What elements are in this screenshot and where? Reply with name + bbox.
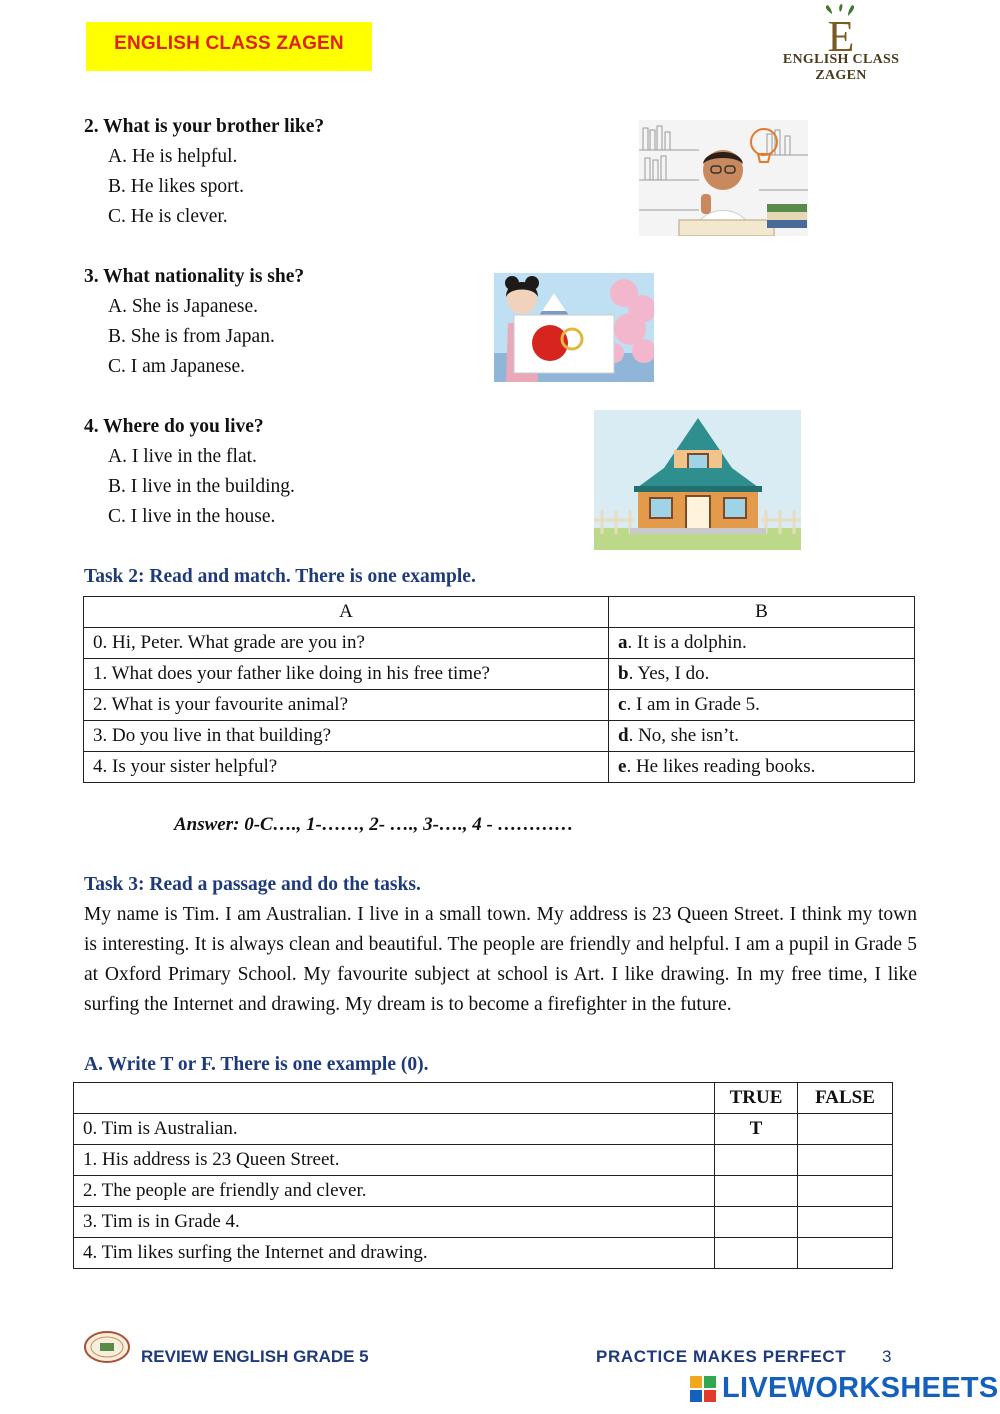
- option-c: C. I live in the house.: [108, 506, 276, 527]
- question-4: [84, 412, 584, 532]
- answer-letter: e: [618, 756, 627, 777]
- table-row: [84, 659, 915, 690]
- true-cell[interactable]: [715, 1207, 798, 1238]
- true-cell[interactable]: [715, 1238, 798, 1269]
- option-a: A. She is Japanese.: [108, 296, 259, 317]
- statement-cell: 0. Tim is Australian.: [74, 1114, 715, 1145]
- answer-cell: [609, 690, 915, 721]
- table-row: [84, 628, 915, 659]
- option-b: B. She is from Japan.: [108, 326, 275, 347]
- true-cell[interactable]: T: [715, 1114, 798, 1145]
- liveworksheets-text: LIVEWORKSHEETS: [722, 1372, 999, 1404]
- reading-passage: My name is Tim. I am Australian. I live in a small town. My address is 23 Queen Street. I think my town is interesting. It is always clean and beautiful. The people are friendly and helpful. I am a pupil in Grade 5 at Oxford Primary School. My favourite subject at school is Art. I like drawing. In my free time, I like surfing the Internet and drawing. My dream is to become a firefighter in the future.: [84, 904, 917, 1015]
- answer-text: . Yes, I do.: [628, 663, 710, 684]
- answer-cell: [609, 659, 915, 690]
- option-a: A. I live in the flat.: [108, 446, 257, 467]
- true-cell[interactable]: [715, 1176, 798, 1207]
- question-title: 3. What nationality is she?: [84, 266, 305, 287]
- question-cell: 1. What does your father like doing in his free time?: [84, 659, 609, 690]
- logo-text: ENGLISH CLASS ZAGEN: [782, 52, 900, 83]
- question-title: 4. Where do you live?: [84, 416, 264, 437]
- footer-slogan: PRACTICE MAKES PERFECT: [596, 1347, 847, 1366]
- match-table: [83, 596, 915, 783]
- answer-cell: [609, 752, 915, 783]
- statement-cell: 4. Tim likes surfing the Internet and drawing.: [74, 1238, 715, 1269]
- question-2: [84, 112, 604, 232]
- answer-letter: d: [618, 725, 629, 746]
- statement-cell: 3. Tim is in Grade 4.: [74, 1207, 715, 1238]
- statement-cell: 1. His address is 23 Queen Street.: [74, 1145, 715, 1176]
- false-cell[interactable]: [798, 1176, 893, 1207]
- option-a: A. He is helpful.: [108, 146, 238, 167]
- false-cell[interactable]: [798, 1145, 893, 1176]
- false-cell[interactable]: [798, 1238, 893, 1269]
- house-icon: [594, 410, 801, 550]
- statement-header: [74, 1083, 715, 1114]
- true-false-table: [73, 1082, 893, 1269]
- column-b-header: B: [609, 597, 915, 628]
- answer-text: . He likes reading books.: [626, 756, 816, 777]
- false-header: FALSE: [798, 1083, 893, 1114]
- liveworksheets-logo-icon: [690, 1376, 718, 1406]
- question-cell: 3. Do you live in that building?: [84, 721, 609, 752]
- question-3: [84, 262, 484, 382]
- option-b: B. I live in the building.: [108, 476, 295, 497]
- option-c: C. He is clever.: [108, 206, 228, 227]
- class-logo: [768, 4, 914, 83]
- table-row: [84, 721, 915, 752]
- table-header-row: [74, 1083, 893, 1114]
- answer-cell: [609, 628, 915, 659]
- school-seal-icon: [84, 1331, 130, 1363]
- footer-title: REVIEW ENGLISH GRADE 5: [141, 1347, 369, 1366]
- question-cell: 0. Hi, Peter. What grade are you in?: [84, 628, 609, 659]
- table-row: [74, 1145, 893, 1176]
- table-row: [74, 1207, 893, 1238]
- boy-reading-icon: [639, 120, 808, 236]
- answer-line[interactable]: Answer: 0-C…., 1-……, 2- …., 3-…., 4 - …………: [174, 814, 574, 835]
- option-c: C. I am Japanese.: [108, 356, 245, 377]
- table-header-row: [84, 597, 915, 628]
- table-row: [74, 1176, 893, 1207]
- option-b: B. He likes sport.: [108, 176, 244, 197]
- table-row: [84, 752, 915, 783]
- page-number: 3: [882, 1347, 892, 1366]
- question-cell: 2. What is your favourite animal?: [84, 690, 609, 721]
- answer-text: . I am in Grade 5.: [626, 694, 760, 715]
- task2-title: Task 2: Read and match. There is one example.: [84, 566, 476, 587]
- column-a-header: A: [84, 597, 609, 628]
- answer-text: . It is a dolphin.: [627, 632, 747, 653]
- table-row: [84, 690, 915, 721]
- answer-letter: a: [618, 632, 628, 653]
- table-row: [74, 1114, 893, 1145]
- japanese-girl-flag-icon: [494, 273, 654, 382]
- question-cell: 4. Is your sister helpful?: [84, 752, 609, 783]
- false-cell[interactable]: [798, 1207, 893, 1238]
- answer-text: . No, she isn’t.: [628, 725, 740, 746]
- answer-letter: b: [618, 663, 629, 684]
- answer-cell: [609, 721, 915, 752]
- table-row: [74, 1238, 893, 1269]
- true-cell[interactable]: [715, 1145, 798, 1176]
- task3-title: Task 3: Read a passage and do the tasks.: [84, 874, 421, 895]
- false-cell[interactable]: [798, 1114, 893, 1145]
- statement-cell: 2. The people are friendly and clever.: [74, 1176, 715, 1207]
- task3a-title: A. Write T or F. There is one example (0).: [84, 1054, 429, 1075]
- liveworksheets-brand[interactable]: [690, 1372, 999, 1408]
- logo-e-icon: [768, 4, 914, 54]
- banner-text: ENGLISH CLASS ZAGEN: [114, 33, 344, 54]
- logo-letter: E: [827, 12, 855, 54]
- header-banner: [86, 22, 372, 71]
- true-header: TRUE: [715, 1083, 798, 1114]
- answer-letter: c: [618, 694, 627, 715]
- question-title: 2. What is your brother like?: [84, 116, 325, 137]
